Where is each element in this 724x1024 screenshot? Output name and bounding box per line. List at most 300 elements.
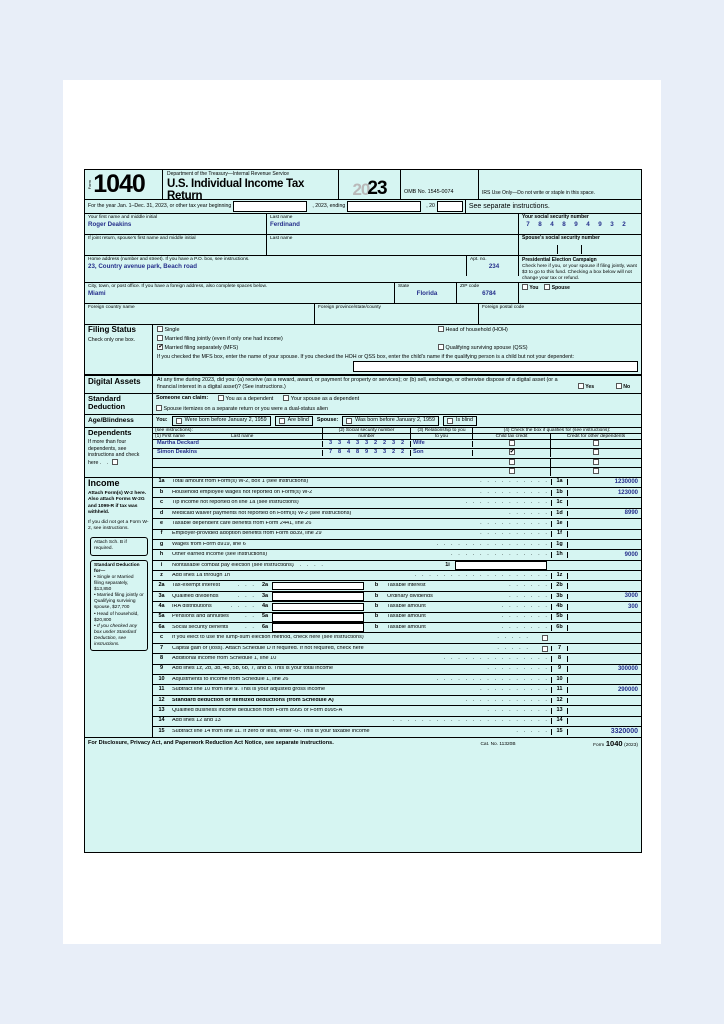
filing-status-title: Filing Status: [88, 324, 136, 334]
sub-code: 6a: [261, 623, 269, 630]
income-line-7: [153, 644, 641, 654]
digital-assets-no[interactable]: [616, 383, 630, 390]
first-name-value: Roger Deakins: [88, 221, 132, 229]
form-number: 1040: [93, 170, 145, 198]
sub-input[interactable]: [272, 592, 364, 601]
income-line-10: [153, 675, 641, 685]
line-text: [170, 698, 551, 704]
dependent-ctc-cell[interactable]: [473, 468, 551, 476]
dot-leader: . . . . . .: [509, 510, 549, 516]
filing-status-single[interactable]: [157, 326, 438, 334]
income-note-1: Attach Form(s) W-2 here. Also attach Forms W-2G and 1099-R if tax was withheld.: [88, 491, 147, 516]
dependent-ctc-cell[interactable]: [473, 459, 551, 467]
dependents-table: [153, 428, 641, 477]
ssn-digit: 2: [391, 449, 396, 456]
dot-leader: . .: [245, 614, 256, 620]
ssn-digit: 2: [400, 439, 405, 446]
spouse-dependent-checkbox[interactable]: [283, 395, 289, 401]
dependent-relationship: Son: [411, 450, 473, 456]
line-label: Household employee wages not reported on Form(s) W-2: [172, 489, 313, 495]
line-text: [170, 625, 258, 631]
presidential-campaign-title: Presidential Election Campaign: [522, 257, 597, 263]
ssn-digit: 8: [538, 221, 542, 229]
spouse-last-name-field[interactable]: [267, 235, 519, 255]
dependents-col-labels: [153, 433, 641, 439]
income-line-9: [153, 665, 641, 675]
line-label: Additional income from Schedule 1, line 10: [172, 656, 277, 662]
age-blindness-side: [85, 415, 153, 427]
tax-year-end-input[interactable]: [347, 201, 421, 212]
dependent-odc-cell[interactable]: [551, 449, 641, 457]
line-number: h: [159, 551, 164, 558]
ssn-digit: 9: [364, 449, 369, 456]
ssn-digit: 3: [364, 439, 369, 446]
income-line-1i: [153, 561, 641, 571]
foreign-country-label: Foreign country name: [88, 304, 135, 310]
spouse-born-option[interactable]: [342, 416, 439, 426]
sub-input[interactable]: [272, 623, 364, 632]
line-amount[interactable]: 8990: [624, 510, 638, 517]
line-text: [170, 521, 551, 527]
income-title: Income: [88, 477, 120, 488]
line-label: If you elect to use the lump-sum election method, check here (see instructions): [172, 635, 364, 641]
odc-checkbox[interactable]: [593, 449, 599, 455]
line-label: Capital gain or (loss). Attach Schedule D if required. If not required, check here: [172, 645, 364, 651]
age-blindness-section: [85, 415, 641, 428]
digital-yes-checkbox[interactable]: [578, 383, 584, 389]
age-blindness-you-label: You:: [156, 416, 168, 423]
spouse-itemizes-option[interactable]: [156, 405, 638, 413]
line-number: f: [160, 530, 163, 537]
sub-input[interactable]: [272, 582, 364, 591]
footer-form-id: [558, 740, 638, 749]
digital-assets-title: Digital Assets: [88, 377, 141, 387]
dot-leader: . . . . . . . . . .: [480, 687, 549, 693]
filing-status-mfj[interactable]: [157, 335, 638, 343]
sub-code: 3a: [261, 592, 269, 599]
line-label: Subtract line 10 from line 9. This is your adjusted gross income: [172, 687, 326, 693]
footer-form-label: Form: [593, 742, 605, 748]
presidential-spouse-checkbox[interactable]: [544, 284, 550, 290]
line-number: b: [374, 592, 379, 599]
ssn-digit: 4: [550, 221, 554, 229]
table-row[interactable]: [153, 458, 641, 468]
line-label: Standard deduction or itemized deductions (from Schedule A): [172, 697, 334, 703]
line-label: Add lines 1z, 2b, 3b, 4b, 5b, 6b, 7, and 8. This is your total income: [172, 666, 334, 672]
ssn-digit: 9: [574, 221, 578, 229]
dependent-name-cell[interactable]: [153, 450, 323, 456]
dependent-last-name: [233, 450, 322, 456]
address-field[interactable]: [85, 256, 467, 276]
state-value: Florida: [416, 289, 438, 297]
odc-checkbox[interactable]: [593, 468, 599, 474]
digital-assets-answers: [567, 376, 641, 393]
dependent-name-cell[interactable]: [153, 441, 323, 447]
line-label: Add lines 1a through 1h: [172, 572, 231, 578]
line-number: 2a: [158, 582, 165, 589]
income-line-12: [153, 696, 641, 706]
line-number: 5a: [158, 613, 165, 620]
presidential-spouse-label: Spouse: [551, 284, 570, 291]
line-number: c: [159, 634, 164, 641]
presidential-campaign-block: [519, 256, 641, 282]
line-text: [170, 614, 258, 620]
spouse-qualifying-name-input[interactable]: [353, 361, 638, 372]
presidential-spouse-option[interactable]: [544, 284, 569, 292]
line-code: 2b: [551, 583, 568, 589]
line-right-half: [368, 604, 551, 610]
line-number: b: [374, 582, 379, 589]
line-text: [170, 635, 542, 641]
ssn-digit: 2: [382, 439, 387, 446]
footer-form-year: (2023): [624, 742, 638, 748]
line-text: [170, 718, 551, 724]
form-1040: [84, 169, 642, 853]
form-label: Form: [87, 179, 92, 190]
mfj-checkbox[interactable]: [157, 335, 163, 341]
qss-checkbox[interactable]: [438, 344, 444, 350]
filing-status-subtitle: Check only one box.: [88, 337, 136, 344]
capital-gain-checkbox[interactable]: [542, 646, 548, 652]
filing-status-options: [153, 325, 641, 361]
income-line-1a: [153, 478, 641, 488]
dot-leader: . . . . . . .: [501, 614, 549, 620]
dot-leader: . . . . . .: [285, 562, 325, 568]
line-amount[interactable]: 9000: [624, 551, 638, 558]
line-right-half: [368, 583, 551, 589]
ctc-checkbox[interactable]: [509, 449, 515, 455]
std-ded-box-title: Standard Deduction for—: [94, 562, 140, 574]
single-checkbox[interactable]: [157, 326, 163, 332]
spouse-blind-label: Is blind: [455, 416, 474, 423]
line-code: 4b: [551, 604, 568, 610]
spouse-born-checkbox[interactable]: [346, 418, 352, 424]
line-code: 1g: [551, 542, 568, 548]
dependents-side-note-text: If more than four dependents, see instructions and check here: [88, 439, 140, 466]
line-number: 7: [159, 644, 164, 651]
ssn-digit: 4: [346, 449, 351, 456]
privacy-notice: For Disclosure, Privacy Act, and Paperwork Reduction Act Notice, see separate instructions.: [88, 740, 334, 747]
line-amount[interactable]: 300: [627, 603, 638, 610]
line-amount[interactable]: 3320000: [610, 728, 638, 736]
mfs-checkbox[interactable]: [157, 344, 163, 350]
dependents-title: Dependents: [88, 427, 132, 437]
line-label: Employer-provided adoption benefits from Form 8839, line 29: [172, 531, 322, 537]
presidential-you-checkbox[interactable]: [522, 284, 528, 290]
dependent-odc-cell[interactable]: [551, 440, 641, 448]
dependent-odc-cell[interactable]: [551, 459, 641, 467]
foreign-postal-label: Foreign postal code: [482, 304, 525, 310]
line-number: 11: [158, 686, 165, 693]
foreign-country-field[interactable]: [85, 304, 315, 324]
filing-status-mfs[interactable]: [157, 344, 438, 352]
form-footer: [85, 737, 641, 750]
foreign-province-field[interactable]: [315, 304, 479, 324]
zip-label: ZIP code: [460, 283, 480, 289]
line-number: 4a: [158, 603, 165, 610]
income-line-1b: [153, 488, 641, 498]
line-text: [170, 594, 258, 600]
digital-assets-section: [85, 375, 641, 394]
std-ded-item: • If you checked any box under Standard Deduction, see instructions.: [94, 623, 138, 648]
document-page: [63, 80, 661, 944]
dot-leader: . . . . . . . . . .: [480, 531, 549, 537]
filing-status-hoh[interactable]: [438, 326, 638, 334]
line-amount[interactable]: 3000: [624, 593, 638, 600]
ssn-field[interactable]: [519, 214, 641, 234]
ssn-label: Your social security number: [522, 214, 589, 220]
tax-year-yy-input[interactable]: [437, 201, 463, 212]
line-number: 1a: [158, 478, 165, 485]
filing-status-name-row: [85, 361, 641, 375]
dot-leader: . . . . . . . . . . . . . . . .: [436, 541, 549, 547]
single-label: Single: [164, 326, 180, 333]
line-text: [170, 687, 551, 693]
apt-label: Apt. no.: [470, 257, 487, 262]
tax-year-mid-label: , 2023, ending: [312, 202, 346, 209]
filing-status-note: If you checked the MFS box, enter the name of your spouse. If you checked the HOH or QSS box, enter the child's name if the qualifying person is a child but not your dependent:: [157, 353, 575, 360]
dependent-ctc-cell[interactable]: [473, 440, 551, 448]
dot-leader: . .: [245, 624, 256, 630]
tax-year-row: [85, 200, 641, 214]
line-text: [170, 677, 551, 683]
state-field[interactable]: [395, 283, 457, 303]
someone-can-claim-label: Someone can claim:: [156, 394, 209, 401]
presidential-you-option[interactable]: [522, 284, 538, 292]
spouse-ssn-field[interactable]: [519, 235, 641, 255]
income-line-11: [153, 685, 641, 695]
income-side: [85, 478, 153, 738]
sub-code: 2a: [261, 582, 269, 589]
line-text: [385, 604, 551, 610]
presidential-campaign-text: Check here if you, or your spouse if filing jointly, want $3 to go to this fund. Checking a box below will not change your tax or refund.: [522, 263, 637, 281]
odc-checkbox[interactable]: [593, 459, 599, 465]
income-line-1e: [153, 519, 641, 529]
income-line-15: [153, 727, 641, 737]
you-blind-option[interactable]: [275, 416, 313, 426]
city-row: [85, 283, 641, 304]
tax-year-block: [339, 170, 401, 199]
ctc-checkbox[interactable]: [509, 440, 515, 446]
omb-number: OMB No. 1545-0074: [401, 170, 479, 199]
line-label: Adjustments to income from Schedule 1, line 26: [172, 676, 289, 682]
ssn-digit: 3: [337, 439, 342, 446]
line-right-half: [368, 594, 551, 600]
dependents-header-note: [153, 428, 641, 433]
dependent-ssn-cell[interactable]: [323, 441, 411, 447]
dependents-col3-head: (3) Relationship to you: [411, 428, 473, 433]
line-amount[interactable]: 123000: [617, 489, 638, 496]
tax-year: 23: [367, 178, 387, 200]
income-line-2: [153, 581, 641, 591]
line-text: [170, 500, 551, 506]
ssn-digit: 2: [373, 439, 378, 446]
line-amount[interactable]: 1230000: [614, 479, 638, 486]
tax-year-ghost: 20: [352, 180, 370, 200]
line-code: 1d: [551, 511, 568, 517]
digital-no-label: No: [623, 384, 631, 391]
city-label: City, town, or post office. If you have a foreign address, also complete spaces below.: [88, 283, 268, 289]
standard-deduction-title: Standard Deduction: [88, 393, 126, 412]
standard-deduction-section: [85, 394, 641, 415]
age-blindness-title: Age/Blindness: [88, 416, 134, 424]
line-text: [170, 552, 551, 558]
line-label: Add lines 12 and 13: [172, 718, 221, 724]
income-line-1d: [153, 509, 641, 519]
line-code: 1e: [551, 521, 568, 527]
sub-code: 4a: [261, 603, 269, 610]
you-born-checkbox[interactable]: [176, 418, 182, 424]
spouse-blind-checkbox[interactable]: [447, 418, 453, 424]
city-field[interactable]: [85, 283, 395, 303]
income-line-3: [153, 592, 641, 602]
income-line-14: [153, 717, 641, 727]
income-line-5: [153, 613, 641, 623]
line-text: [170, 604, 258, 610]
dot-leader: . . . . . . . . . . . .: [465, 697, 549, 703]
tax-year-begin-input[interactable]: [233, 201, 307, 212]
income-line-4: [153, 602, 641, 612]
line-amount[interactable]: 290000: [617, 686, 638, 693]
line-text: [170, 666, 551, 672]
line-text: [170, 729, 551, 735]
ssn-digit: 2: [400, 449, 405, 456]
dependent-odc-cell[interactable]: [551, 468, 641, 476]
table-row[interactable]: [153, 448, 641, 458]
tax-year-end-label: , 20: [426, 202, 435, 209]
filing-status-name-wrap: [153, 361, 641, 374]
dependents-col4-head: (4) Check the box if qualifies for (see instructions):: [503, 427, 611, 433]
sub-code: 5a: [261, 613, 269, 620]
you-blind-checkbox[interactable]: [279, 418, 285, 424]
dependent-ctc-cell[interactable]: [473, 449, 551, 457]
irs-use-note: IRS Use Only—Do not write or staple in this space.: [482, 189, 596, 196]
you-as-dependent-option[interactable]: [218, 395, 273, 403]
line-number: 6a: [158, 623, 165, 630]
dot-leader: . . . . . . . . .: [487, 707, 549, 713]
line-code: 1c: [551, 500, 568, 506]
sub-input[interactable]: [272, 613, 364, 622]
digital-no-checkbox[interactable]: [616, 383, 622, 389]
last-name-field[interactable]: [267, 214, 519, 234]
digital-assets-yes[interactable]: [578, 383, 594, 390]
odc-checkbox[interactable]: [593, 440, 599, 446]
line-text: [170, 573, 551, 579]
qss-label: Qualifying surviving spouse (QSS): [445, 345, 528, 352]
mfj-label: Married filing jointly (even if only one had income): [164, 336, 283, 343]
line-number: b: [374, 613, 379, 620]
name-row: [85, 214, 641, 235]
spouse-ssn-label: Spouse's social security number: [522, 235, 600, 241]
standard-deduction-side: [85, 394, 153, 414]
income-line-1h: [153, 550, 641, 560]
spouse-itemizes-checkbox[interactable]: [156, 405, 162, 411]
income-line-1c: [153, 498, 641, 508]
sub-input[interactable]: [272, 603, 364, 612]
line-right-half: [368, 614, 551, 620]
presidential-you-label: You: [529, 284, 539, 291]
line-label: Taxable amount: [387, 624, 426, 630]
line-text: [170, 708, 551, 714]
table-row[interactable]: [153, 439, 641, 449]
mfs-label: Married filing separately (MFS): [164, 345, 239, 352]
apt-field[interactable]: [467, 256, 519, 276]
line-text: [385, 594, 551, 600]
dot-leader: . . . . . . . . . . . . . . . .: [436, 676, 549, 682]
spouse-blind-option[interactable]: [443, 416, 477, 426]
hoh-checkbox[interactable]: [438, 326, 444, 332]
department-label: Department of the Treasury—Internal Revenue Service: [167, 171, 290, 177]
ctc-checkbox[interactable]: [509, 459, 515, 465]
line-code: 1z: [551, 573, 568, 579]
ssn-digit: 4: [346, 439, 351, 446]
filing-status-qss[interactable]: [438, 344, 638, 352]
line-amount[interactable]: 300000: [617, 666, 638, 673]
ssn-digit: 3: [382, 449, 387, 456]
line-code: 3b: [551, 594, 568, 600]
line-number: 10: [158, 675, 165, 682]
footer-form-number: 1040: [605, 738, 623, 748]
zip-field[interactable]: [457, 283, 519, 303]
spouse-first-name-field[interactable]: [85, 235, 267, 255]
dependents-last-name-head: Last name: [231, 433, 254, 439]
line-text: [170, 490, 551, 496]
line-code: 12: [551, 698, 568, 704]
dot-leader: . . . . . . . . . . . . . . . . . . .: [414, 572, 549, 578]
std-ded-item: • Head of household, $20,800: [94, 611, 139, 623]
table-row[interactable]: [153, 467, 641, 477]
line-number: 9: [159, 665, 164, 672]
line-label: Tip income not reported on line 1a (see instructions): [172, 500, 299, 506]
dot-leader: . . . .: [230, 604, 256, 610]
std-ded-item: • Married filing jointly or Qualifying surviving spouse, $27,700: [94, 593, 144, 611]
line-number: i: [160, 561, 163, 568]
zip-value: 6784: [482, 289, 496, 297]
line-number: b: [374, 603, 379, 610]
more-dependents-checkbox[interactable]: [112, 459, 118, 465]
line-code: 8: [551, 656, 568, 662]
someone-can-claim-row: [156, 395, 638, 403]
line-code: 1h: [551, 552, 568, 558]
line-1i-input[interactable]: [455, 561, 547, 570]
ctc-checkbox[interactable]: [509, 468, 515, 474]
foreign-postal-field[interactable]: [479, 304, 641, 324]
ssn-digit: 3: [610, 221, 614, 229]
income-line-1z: [153, 571, 641, 581]
first-name-field[interactable]: [85, 214, 267, 234]
income-line-8: [153, 654, 641, 664]
dot-leader: . . . . . . . . . . . . . . .: [443, 656, 549, 662]
line-label: Subtract line 14 from line 11. If zero or less, enter -0-. This is your taxable income: [172, 729, 370, 735]
spouse-first-name-label: If joint return, spouse's first name and middle initial: [88, 236, 196, 241]
spouse-as-dependent-option[interactable]: [283, 395, 359, 403]
dependent-relationship: Wife: [411, 441, 473, 447]
dependent-ssn-cell[interactable]: [323, 450, 411, 456]
income-line-6: [153, 623, 641, 633]
line-label: Taxable dependent care benefits from Form 2441, line 26: [172, 520, 312, 526]
dependents-first-name-head: (1) First name: [155, 433, 185, 439]
line-code: 1f: [551, 531, 568, 537]
line-label: Medicaid waiver payments not reported on Form(s) W-2 (see instructions): [172, 510, 352, 516]
you-born-option[interactable]: [172, 416, 271, 426]
filing-status-row-1: [157, 326, 638, 334]
income-lines: [153, 478, 641, 738]
you-dependent-checkbox[interactable]: [218, 395, 224, 401]
lump-sum-checkbox[interactable]: [542, 635, 548, 641]
ssn-digit: 2: [622, 221, 626, 229]
line-label: Social security benefits: [172, 624, 229, 630]
last-name-value: Ferdinand: [270, 221, 300, 229]
